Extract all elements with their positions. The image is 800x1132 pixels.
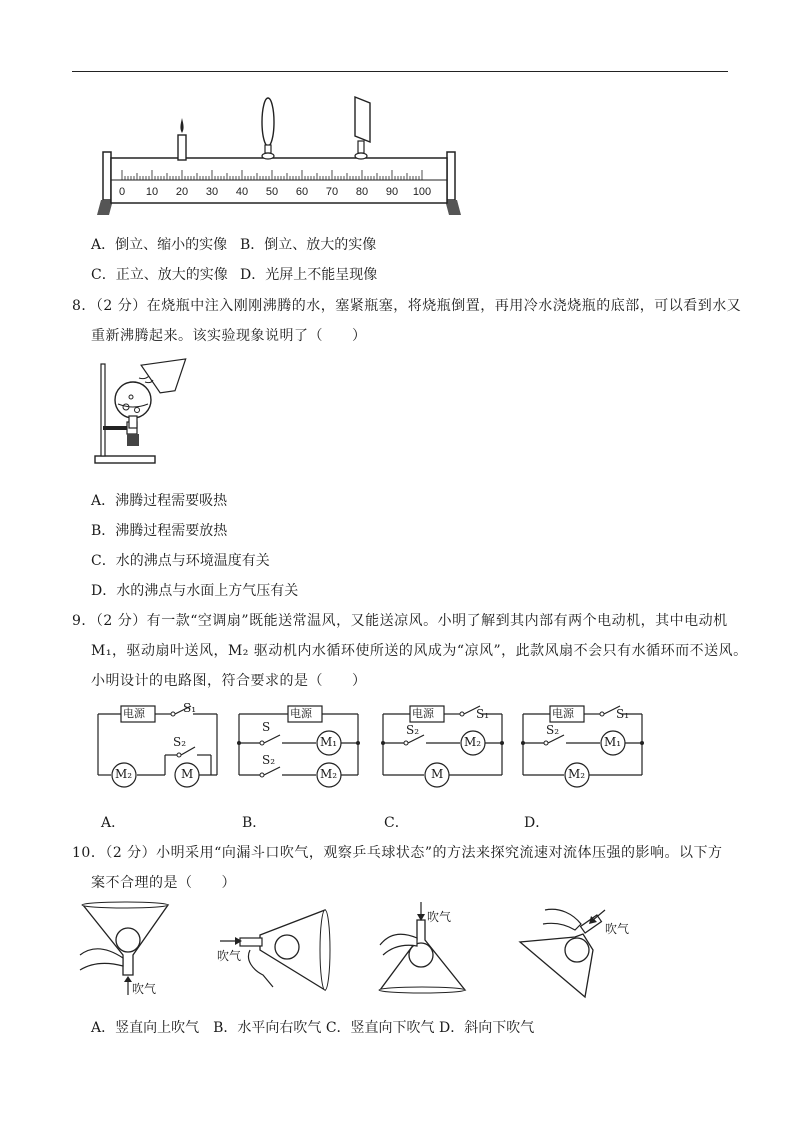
ruler-tick-label: 20: [175, 186, 189, 198]
q10-stem-line2: 案不合理的是（ ）: [91, 875, 236, 891]
ruler-tick-label: 90: [385, 186, 399, 198]
q7-option-c: C．正立、放大的实像: [91, 267, 228, 283]
power-label: 电源: [123, 707, 145, 720]
motor-m1-label: M₁: [604, 735, 622, 749]
q8-stem-line2: 重新沸腾起来。该实验现象说明了（ ）: [91, 328, 367, 344]
q7-option-a: A．倒立、缩小的实像: [91, 237, 228, 253]
q7-option-b: B．倒立、放大的实像: [240, 237, 377, 253]
motor-m-label: M: [431, 767, 444, 781]
q8-option-a: A．沸腾过程需要吸热: [91, 493, 228, 509]
optical-bench-figure: [95, 95, 475, 220]
blow-label: 吹气: [132, 982, 157, 996]
ruler-tick-label: 50: [265, 186, 279, 198]
q9-stem-line2: M₁，驱动扇叶送风，M₂ 驱动机内水循环使所送的风成为“凉风”，此款风扇不会只有水循环而不送风。: [91, 643, 748, 659]
switch-s2-label: S₂: [262, 753, 276, 767]
circuit-b: [236, 703, 361, 783]
motor-m2-label: M₂: [568, 767, 586, 781]
q10-stem-line1: 10．（2 分）小明采用“向漏斗口吹气，观察乒乓球状态”的方法来探究流速对流体压强的影响。以下方: [72, 845, 723, 861]
motor-m2-label: M₂: [464, 735, 482, 749]
power-label: 电源: [552, 707, 574, 720]
switch-s1-label: S₁: [616, 707, 630, 721]
q8-option-c: C．水的沸点与环境温度有关: [91, 553, 270, 569]
blow-label: 吹气: [427, 910, 452, 924]
motor-m1-label: M₁: [320, 735, 338, 749]
circuit-label-a: A．: [101, 815, 126, 831]
q9-stem-line3: 小明设计的电路图，符合要求的是（ ）: [91, 673, 367, 689]
q9-stem-line1: 9．（2 分）有一款“空调扇”既能送常温风，又能送凉风。小明了解到其内部有两个电动机，其中电动机: [72, 613, 728, 629]
blow-label: 吹气: [217, 949, 242, 963]
circuit-label-b: B．: [242, 815, 267, 831]
ruler-tick-label: 70: [325, 186, 339, 198]
funnel-figure-c: [375, 900, 475, 1000]
circuit-label-d: D．: [524, 815, 550, 831]
funnel-figure-b: [215, 905, 335, 995]
ruler-tick-label: 100: [412, 186, 432, 198]
power-label: 电源: [412, 707, 434, 720]
ruler-tick-label: 30: [205, 186, 219, 198]
circuit-d: [520, 703, 645, 783]
switch-s1-label: S₁: [476, 707, 490, 721]
circuit-c: [380, 703, 505, 783]
ruler-tick-label: 0: [118, 186, 126, 198]
flask-apparatus-figure: [93, 352, 193, 467]
motor-m2-label: M₂: [115, 767, 133, 781]
q8-option-b: B．沸腾过程需要放热: [91, 523, 228, 539]
motor-m2-label: M₂: [320, 767, 338, 781]
q8-stem-line1: 8．（2 分）在烧瓶中注入刚刚沸腾的水，塞紧瓶塞，将烧瓶倒置，再用冷水浇烧瓶的底部，可以看到水又: [72, 298, 742, 314]
q8-option-d: D．水的沸点与水面上方气压有关: [91, 583, 299, 599]
circuit-a: [95, 703, 220, 783]
ruler-tick-label: 80: [355, 186, 369, 198]
blow-label: 吹气: [605, 922, 630, 936]
header-rule: [72, 71, 728, 72]
funnel-figure-a: [78, 900, 178, 1000]
switch-s-label: S: [262, 720, 271, 734]
switch-s2-label: S₂: [173, 735, 187, 749]
switch-s2-label: S₂: [546, 723, 560, 737]
q7-option-d: D．光屏上不能呈现像: [240, 267, 378, 283]
funnel-figure-d: [515, 902, 645, 1002]
ruler-tick-label: 10: [145, 186, 159, 198]
switch-s1-label: S₁: [183, 701, 197, 715]
q10-options: A．竖直向上吹气 B．水平向右吹气 C．竖直向下吹气 D．斜向下吹气: [91, 1020, 535, 1036]
power-label: 电源: [290, 707, 312, 720]
ruler-tick-label: 60: [295, 186, 309, 198]
ruler-tick-label: 40: [235, 186, 249, 198]
circuit-label-c: C．: [384, 815, 409, 831]
motor-m-label: M: [181, 767, 194, 781]
switch-s2-label: S₂: [406, 723, 420, 737]
